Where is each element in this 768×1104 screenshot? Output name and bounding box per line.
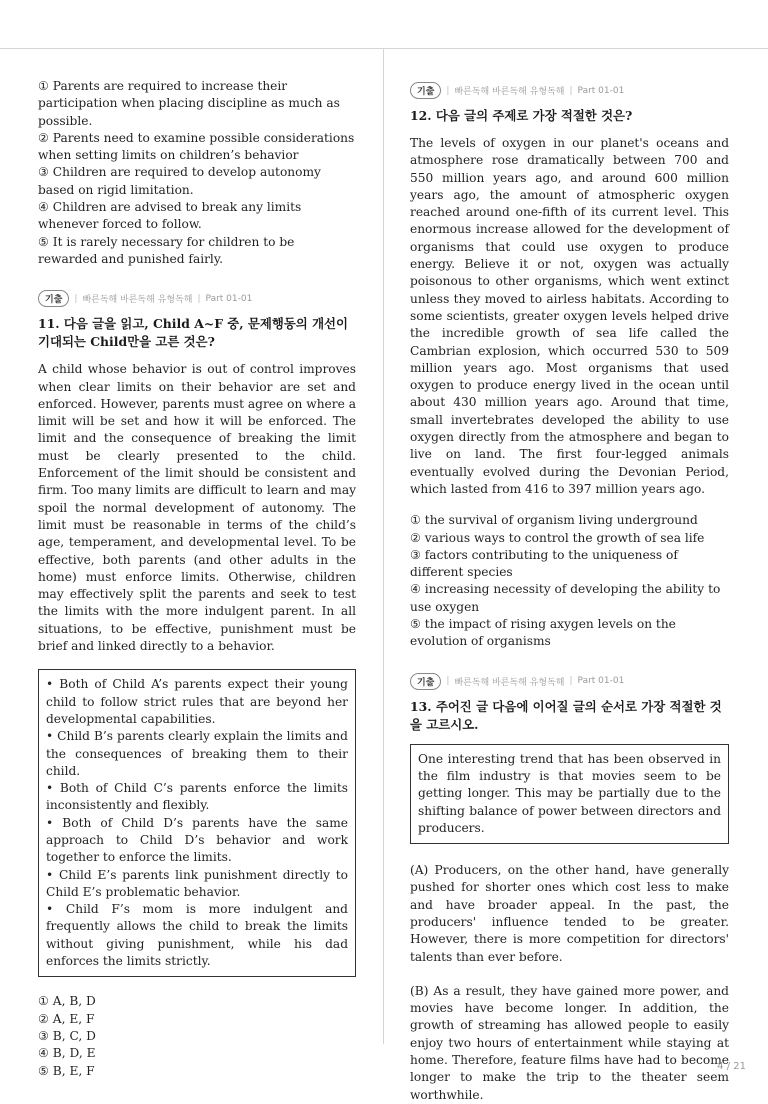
option-5: ⑤ B, E, F bbox=[38, 1063, 95, 1078]
page-number: 4 / 21 bbox=[717, 1061, 746, 1072]
option-3: ③ B, C, D bbox=[38, 1028, 96, 1043]
left-column bbox=[38, 78, 356, 1080]
box-item-a: • Both of Child A’s parents expect their young child to follow strict rules that are beyond her developmental capabilities. bbox=[46, 677, 348, 726]
box-item-f: • Child F’s mom is more indulgent and frequently allows the child to break the limits without giving punishment, while his dad enforces the limits strictly. bbox=[46, 902, 348, 969]
column-divider bbox=[383, 49, 384, 1044]
option-5: ⑤ It is rarely necessary for children to be rewarded and punished fairly. bbox=[38, 234, 295, 266]
q10-options bbox=[38, 78, 356, 268]
tag-separator: | bbox=[446, 85, 450, 96]
box-item-b: • Child B’s parents clearly explain the limits and the consequences of breaking them to their child. bbox=[46, 729, 348, 778]
tag-part: Part 01-01 bbox=[577, 676, 625, 687]
option-4: ④ B, D, E bbox=[38, 1046, 96, 1061]
q13-tag-row bbox=[410, 673, 729, 690]
tag-separator: | bbox=[74, 293, 78, 304]
q13-title: 13. 주어진 글 다음에 이어질 글의 순서로 가장 적절한 것을 고르시오. bbox=[410, 698, 722, 732]
tag-separator: | bbox=[446, 676, 450, 687]
option-3: ③ factors contributing to the uniqueness of different species bbox=[410, 547, 678, 580]
q11-passage: A child whose behavior is out of control improves when clear limits on their behavior are set and enforced. However, parents must agree on where a limit will be set and how it will be enforced. The limit and the consequence of breaking the limit must be clearly presented to the child. Enforcement of the limit should be consistent and firm. Too many limits are difficult to learn and may spoil the normal development of autonomy. The limit must be reasonable in terms of the child’s age, temperament, and developmental level. To be effective, both parents (and other adults in the home) must enforce limits. Otherwise, children may effectively split the parents and seek to test the limits with the more indulgent parent. In all situations, to be effective, punishment must be brief and linked directly to a behavior. bbox=[38, 362, 356, 654]
exam-badge: 기출 bbox=[38, 290, 69, 307]
q13-paragraph-b: (B) As a result, they have gained more power, and movies have become longer. In addition, the growth of streaming has allowed people to easily enjoy two hours of entertainment while staying at home. Therefore, feature films have had to become longer to make the trip to the theater seem worthwhile. bbox=[410, 983, 729, 1102]
option-1: ① A, B, D bbox=[38, 994, 96, 1009]
right-column bbox=[410, 82, 729, 1104]
box-item-d: • Both of Child D’s parents have the same approach to Child D’s behavior and work together to enforce the limits. bbox=[46, 815, 348, 865]
option-2: ② A, E, F bbox=[38, 1011, 95, 1026]
q13-paragraph-a: (A) Producers, on the other hand, have generally pushed for shorter ones which cost less to make and have broader appeal. In the past, the producers' influence tended to be greater. However, there is more competition for directors' talents than ever before. bbox=[410, 863, 729, 964]
q11-box bbox=[38, 669, 356, 977]
tag-separator: | bbox=[197, 293, 201, 304]
q11-options bbox=[38, 993, 356, 1079]
option-2: ② various ways to control the growth of sea life bbox=[410, 530, 705, 545]
q12-passage: The levels of oxygen in our planet's oceans and atmosphere rose dramatically between 700 and 550 million years ago, and around 600 million years ago, the amount of atmospheric oxygen reached around one-fifth of its current level. This enormous increase allowed for the development of organisms that could use oxygen to produce energy. Believe it or not, oxygen was actually poisonous to other organisms, which went extinct unless they moved to airless habitats. According to some scientists, greater oxygen levels helped drive the incredible growth of sea life called the Cambrian explosion, which occurred 530 to 509 million years ago. Most organisms that used oxygen to produce energy lived in the ocean until about 430 million years ago. Around that time, small invertebrates developed the ability to use oxygen directly from the atmosphere and began to live on land. The first four-legged animals eventually evolved during the Devonian Period, which lasted from 416 to 397 million years ago. bbox=[410, 136, 729, 496]
option-3: ③ Children are required to develop autonomy based on rigid limitation. bbox=[38, 165, 321, 197]
tag-separator: | bbox=[569, 85, 573, 96]
header-rule bbox=[0, 48, 768, 49]
tag-part: Part 01-01 bbox=[205, 293, 253, 304]
q12-tag-row bbox=[410, 82, 729, 99]
box-item-e: • Child E’s parents link punishment directly to Child E’s problematic behavior. bbox=[46, 867, 348, 899]
tag-category: 빠른독해 바른독해 유형독해 bbox=[454, 87, 565, 97]
option-4: ④ increasing necessity of developing the ability to use oxygen bbox=[410, 582, 721, 614]
q11-tag-row bbox=[38, 290, 356, 307]
q13-given-text: One interesting trend that has been observed in the film industry is that movies seem to be getting longer. This may be partially due to the shifting balance of power between directors and producers. bbox=[418, 751, 721, 835]
exam-badge: 기출 bbox=[410, 673, 441, 690]
exam-badge: 기출 bbox=[410, 82, 441, 99]
option-2: ② Parents need to examine possible considerations when setting limits on children’s behavior bbox=[38, 130, 355, 163]
option-5: ⑤ the impact of rising axygen levels on the evolution of organisms bbox=[410, 617, 676, 649]
tag-separator: | bbox=[569, 676, 573, 687]
box-item-c: • Both of Child C’s parents enforce the limits inconsistently and flexibly. bbox=[46, 781, 348, 813]
q12-title: 12. 다음 글의 주제로 가장 적절한 것은? bbox=[410, 108, 633, 123]
q12-options bbox=[410, 512, 729, 650]
option-1: ① Parents are required to increase their participation when placing discipline as much as possible. bbox=[38, 79, 340, 128]
tag-category: 빠른독해 바른독해 유형독해 bbox=[82, 295, 193, 306]
q11-title: 11. 다음 글을 읽고, Child A~F 중, 문제행동의 개선이 기대되는 Child만을 고른 것은? bbox=[38, 316, 348, 350]
tag-category: 빠른독해 바른독해 유형독해 bbox=[454, 677, 565, 688]
tag-part: Part 01-01 bbox=[577, 85, 625, 96]
q13-given-box bbox=[410, 744, 729, 844]
option-1: ① the survival of organism living underground bbox=[410, 513, 698, 528]
option-4: ④ Children are advised to break any limits whenever forced to follow. bbox=[38, 200, 302, 232]
